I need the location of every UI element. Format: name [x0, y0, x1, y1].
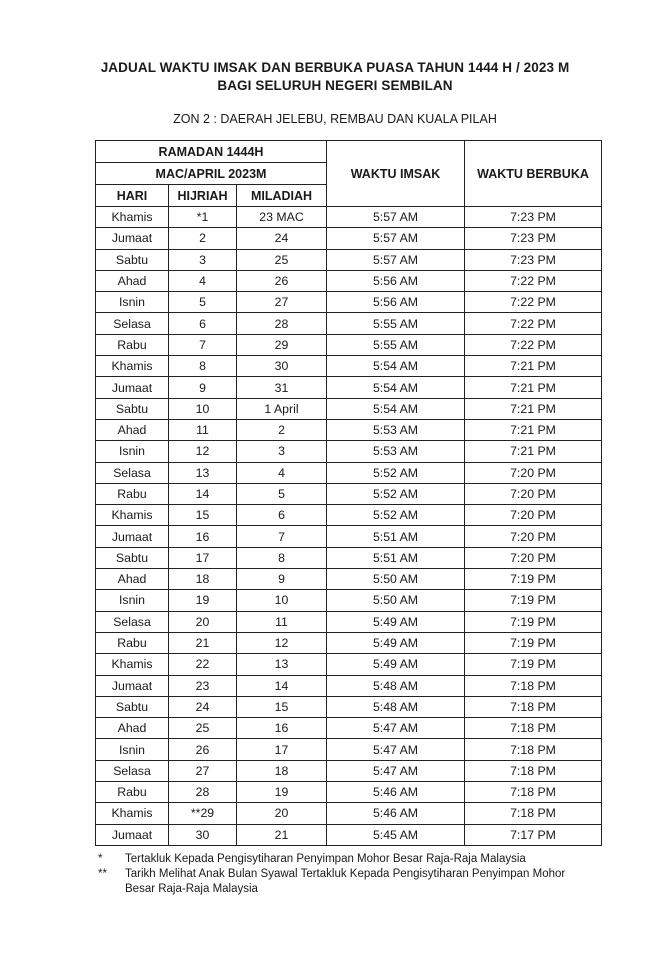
footnote-mark: **: [98, 868, 107, 880]
cell-berbuka: 7:22 PM: [465, 292, 602, 313]
cell-hari: Khamis: [96, 505, 169, 526]
cell-hari: Sabtu: [96, 547, 169, 568]
table-row: [96, 419, 602, 440]
cell-hari: Khamis: [96, 207, 169, 228]
cell-imsak: 5:51 AM: [327, 547, 465, 568]
cell-hari: Sabtu: [96, 249, 169, 270]
cell-hijriah: 16: [169, 526, 237, 547]
cell-berbuka: 7:22 PM: [465, 313, 602, 334]
cell-hari: Ahad: [96, 270, 169, 291]
header-waktu-imsak: WAKTU IMSAK: [327, 141, 465, 207]
cell-hijriah: 19: [169, 590, 237, 611]
cell-hijriah: 17: [169, 547, 237, 568]
cell-berbuka: 7:20 PM: [465, 505, 602, 526]
cell-hijriah: 26: [169, 739, 237, 760]
cell-hijriah: 11: [169, 419, 237, 440]
cell-imsak: 5:55 AM: [327, 334, 465, 355]
table-row: [96, 675, 602, 696]
header-miladiah: MILADIAH: [237, 185, 327, 207]
cell-miladiah: 15: [237, 696, 327, 717]
cell-hijriah: 7: [169, 334, 237, 355]
cell-berbuka: 7:22 PM: [465, 270, 602, 291]
cell-hijriah: 15: [169, 505, 237, 526]
cell-miladiah: 25: [237, 249, 327, 270]
cell-berbuka: 7:18 PM: [465, 760, 602, 781]
cell-hijriah: 5: [169, 292, 237, 313]
cell-imsak: 5:54 AM: [327, 356, 465, 377]
cell-hijriah: 27: [169, 760, 237, 781]
table-row: [96, 803, 602, 824]
cell-berbuka: 7:23 PM: [465, 249, 602, 270]
cell-berbuka: 7:19 PM: [465, 611, 602, 632]
header-ramadan: RAMADAN 1444H: [96, 141, 327, 163]
cell-berbuka: 7:21 PM: [465, 377, 602, 398]
cell-hari: Khamis: [96, 654, 169, 675]
cell-hijriah: 30: [169, 824, 237, 845]
cell-berbuka: 7:23 PM: [465, 207, 602, 228]
cell-hari: Selasa: [96, 313, 169, 334]
cell-hijriah: 12: [169, 441, 237, 462]
cell-hari: Jumaat: [96, 377, 169, 398]
cell-miladiah: 1 April: [237, 398, 327, 419]
cell-hijriah: 6: [169, 313, 237, 334]
table-row: [96, 718, 602, 739]
cell-hari: Isnin: [96, 590, 169, 611]
cell-miladiah: 31: [237, 377, 327, 398]
cell-miladiah: 20: [237, 803, 327, 824]
footnote-text: Tertakluk Kepada Pengisytiharan Penyimpan Mohor Besar Raja-Raja Malaysia: [125, 853, 526, 865]
cell-hijriah: 9: [169, 377, 237, 398]
cell-miladiah: 4: [237, 462, 327, 483]
cell-berbuka: 7:22 PM: [465, 334, 602, 355]
cell-imsak: 5:46 AM: [327, 782, 465, 803]
cell-miladiah: 13: [237, 654, 327, 675]
cell-imsak: 5:57 AM: [327, 228, 465, 249]
cell-berbuka: 7:20 PM: [465, 462, 602, 483]
cell-imsak: 5:47 AM: [327, 760, 465, 781]
cell-imsak: 5:50 AM: [327, 569, 465, 590]
schedule-rows: [96, 207, 602, 846]
cell-berbuka: 7:20 PM: [465, 547, 602, 568]
cell-hari: Isnin: [96, 739, 169, 760]
cell-berbuka: 7:21 PM: [465, 441, 602, 462]
cell-imsak: 5:49 AM: [327, 654, 465, 675]
cell-berbuka: 7:20 PM: [465, 483, 602, 504]
cell-imsak: 5:46 AM: [327, 803, 465, 824]
cell-miladiah: 10: [237, 590, 327, 611]
cell-imsak: 5:52 AM: [327, 505, 465, 526]
cell-miladiah: 6: [237, 505, 327, 526]
cell-imsak: 5:57 AM: [327, 207, 465, 228]
cell-hijriah: 18: [169, 569, 237, 590]
cell-imsak: 5:56 AM: [327, 270, 465, 291]
cell-hijriah: 22: [169, 654, 237, 675]
cell-imsak: 5:54 AM: [327, 377, 465, 398]
cell-miladiah: 16: [237, 718, 327, 739]
cell-imsak: 5:56 AM: [327, 292, 465, 313]
cell-miladiah: 23 MAC: [237, 207, 327, 228]
table-row: [96, 632, 602, 653]
cell-berbuka: 7:19 PM: [465, 590, 602, 611]
cell-miladiah: 26: [237, 270, 327, 291]
cell-miladiah: 12: [237, 632, 327, 653]
cell-hari: Selasa: [96, 611, 169, 632]
cell-berbuka: 7:23 PM: [465, 228, 602, 249]
cell-imsak: 5:49 AM: [327, 611, 465, 632]
table-row: [96, 462, 602, 483]
cell-hijriah: 2: [169, 228, 237, 249]
cell-hari: Khamis: [96, 803, 169, 824]
cell-berbuka: 7:21 PM: [465, 419, 602, 440]
table-row: [96, 526, 602, 547]
table-row: [96, 782, 602, 803]
cell-miladiah: 11: [237, 611, 327, 632]
cell-hijriah: 24: [169, 696, 237, 717]
cell-hijriah: 13: [169, 462, 237, 483]
cell-hijriah: 14: [169, 483, 237, 504]
cell-hari: Rabu: [96, 632, 169, 653]
table-row: [96, 611, 602, 632]
zone-label: ZON 2 : DAERAH JELEBU, REMBAU DAN KUALA PILAH: [173, 112, 497, 126]
table-row: [96, 356, 602, 377]
cell-hijriah: 23: [169, 675, 237, 696]
table-row: [96, 441, 602, 462]
table-row: [96, 547, 602, 568]
cell-imsak: 5:50 AM: [327, 590, 465, 611]
table-row: [96, 334, 602, 355]
footnote-mark: *: [98, 853, 103, 865]
cell-imsak: 5:55 AM: [327, 313, 465, 334]
schedule-table: [95, 140, 602, 846]
table-row: [96, 313, 602, 334]
table-row: [96, 569, 602, 590]
cell-imsak: 5:48 AM: [327, 675, 465, 696]
table-row: [96, 398, 602, 419]
cell-berbuka: 7:18 PM: [465, 739, 602, 760]
cell-hari: Rabu: [96, 483, 169, 504]
cell-hijriah: 20: [169, 611, 237, 632]
cell-hijriah: 8: [169, 356, 237, 377]
cell-miladiah: 30: [237, 356, 327, 377]
cell-miladiah: 3: [237, 441, 327, 462]
table-row: [96, 824, 602, 845]
cell-imsak: 5:53 AM: [327, 441, 465, 462]
cell-hari: Jumaat: [96, 824, 169, 845]
header-month: MAC/APRIL 2023M: [96, 163, 327, 185]
cell-miladiah: 5: [237, 483, 327, 504]
cell-berbuka: 7:18 PM: [465, 782, 602, 803]
table-row: [96, 483, 602, 504]
table-row: [96, 249, 602, 270]
header-waktu-berbuka: WAKTU BERBUKA: [465, 141, 602, 207]
table-row: [96, 696, 602, 717]
cell-berbuka: 7:19 PM: [465, 569, 602, 590]
cell-hari: Ahad: [96, 718, 169, 739]
cell-hari: Selasa: [96, 462, 169, 483]
header-hijriah: HIJRIAH: [169, 185, 237, 207]
cell-hari: Ahad: [96, 569, 169, 590]
cell-hari: Jumaat: [96, 675, 169, 696]
table-row: [96, 505, 602, 526]
cell-miladiah: 21: [237, 824, 327, 845]
cell-miladiah: 14: [237, 675, 327, 696]
cell-miladiah: 19: [237, 782, 327, 803]
cell-miladiah: 24: [237, 228, 327, 249]
document-title: JADUAL WAKTU IMSAK DAN BERBUKA PUASA TAHUN 1444 H / 2023 M: [100, 60, 570, 75]
cell-imsak: 5:54 AM: [327, 398, 465, 419]
cell-hijriah: 3: [169, 249, 237, 270]
cell-hijriah: 25: [169, 718, 237, 739]
table-row: [96, 207, 602, 228]
cell-miladiah: 2: [237, 419, 327, 440]
table-row: [96, 377, 602, 398]
cell-miladiah: 8: [237, 547, 327, 568]
cell-berbuka: 7:21 PM: [465, 356, 602, 377]
footnotes: [98, 852, 598, 897]
cell-berbuka: 7:20 PM: [465, 526, 602, 547]
cell-hijriah: 28: [169, 782, 237, 803]
cell-hari: Jumaat: [96, 526, 169, 547]
cell-imsak: 5:47 AM: [327, 739, 465, 760]
cell-miladiah: 29: [237, 334, 327, 355]
cell-berbuka: 7:21 PM: [465, 398, 602, 419]
cell-hari: Ahad: [96, 419, 169, 440]
cell-berbuka: 7:19 PM: [465, 632, 602, 653]
cell-hijriah: *1: [169, 207, 237, 228]
table-row: [96, 739, 602, 760]
cell-berbuka: 7:17 PM: [465, 824, 602, 845]
cell-miladiah: 7: [237, 526, 327, 547]
cell-berbuka: 7:18 PM: [465, 675, 602, 696]
cell-hari: Isnin: [96, 292, 169, 313]
cell-hari: Sabtu: [96, 398, 169, 419]
cell-imsak: 5:51 AM: [327, 526, 465, 547]
cell-imsak: 5:52 AM: [327, 483, 465, 504]
cell-hari: Sabtu: [96, 696, 169, 717]
cell-berbuka: 7:18 PM: [465, 803, 602, 824]
table-row: [96, 760, 602, 781]
cell-imsak: 5:48 AM: [327, 696, 465, 717]
cell-imsak: 5:52 AM: [327, 462, 465, 483]
footnote: [98, 852, 598, 867]
table-row: [96, 292, 602, 313]
cell-hari: Khamis: [96, 356, 169, 377]
cell-miladiah: 18: [237, 760, 327, 781]
header-hari: HARI: [96, 185, 169, 207]
cell-berbuka: 7:18 PM: [465, 718, 602, 739]
cell-hari: Jumaat: [96, 228, 169, 249]
cell-hijriah: 4: [169, 270, 237, 291]
document-subtitle: BAGI SELURUH NEGERI SEMBILAN: [217, 78, 453, 93]
cell-miladiah: 28: [237, 313, 327, 334]
footnote-text: Tarikh Melihat Anak Bulan Syawal Tertakluk Kepada Pengisytiharan Penyimpan Mohor Besar Raja-Raja Malaysia: [125, 868, 566, 895]
cell-hari: Isnin: [96, 441, 169, 462]
table-row: [96, 654, 602, 675]
footnote: [98, 867, 598, 897]
cell-miladiah: 27: [237, 292, 327, 313]
cell-miladiah: 9: [237, 569, 327, 590]
cell-imsak: 5:45 AM: [327, 824, 465, 845]
table-row: [96, 270, 602, 291]
cell-hari: Rabu: [96, 334, 169, 355]
cell-miladiah: 17: [237, 739, 327, 760]
cell-imsak: 5:57 AM: [327, 249, 465, 270]
table-row: [96, 590, 602, 611]
cell-berbuka: 7:19 PM: [465, 654, 602, 675]
cell-hijriah: 21: [169, 632, 237, 653]
cell-berbuka: 7:18 PM: [465, 696, 602, 717]
cell-hari: Rabu: [96, 782, 169, 803]
table-row: [96, 228, 602, 249]
cell-hijriah: **29: [169, 803, 237, 824]
cell-imsak: 5:49 AM: [327, 632, 465, 653]
cell-hari: Selasa: [96, 760, 169, 781]
cell-imsak: 5:53 AM: [327, 419, 465, 440]
cell-imsak: 5:47 AM: [327, 718, 465, 739]
cell-hijriah: 10: [169, 398, 237, 419]
